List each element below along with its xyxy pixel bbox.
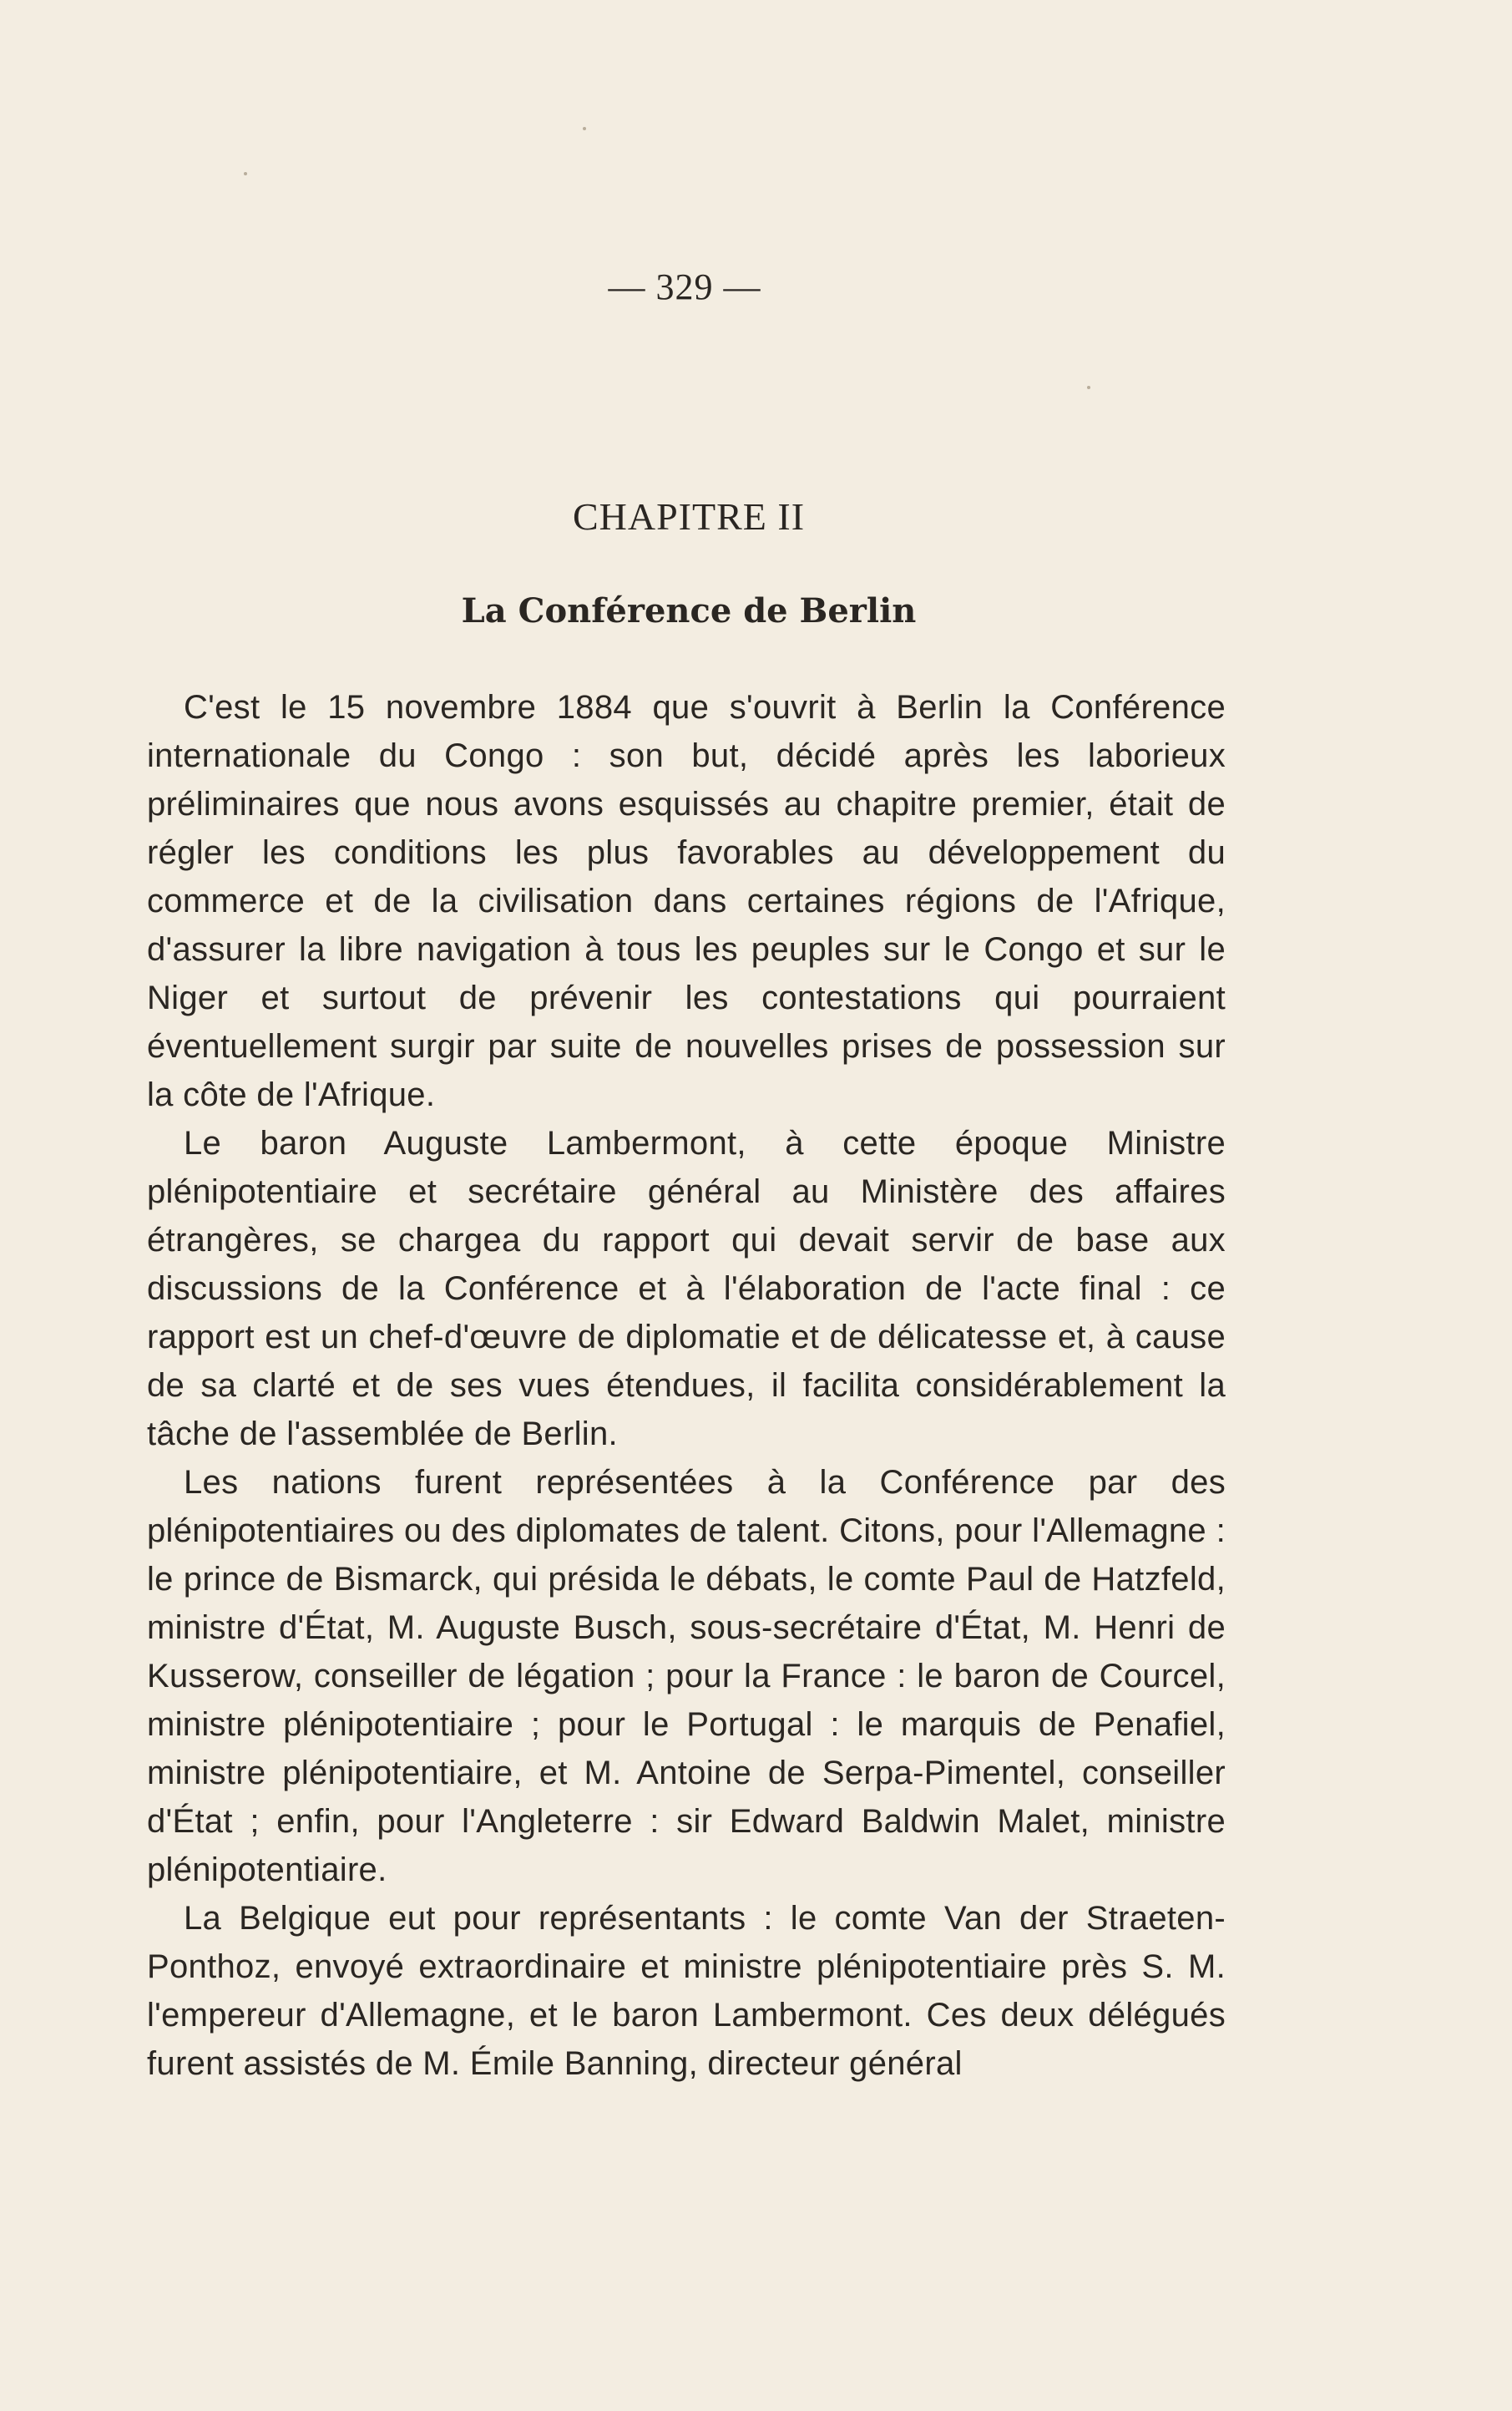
chapter-heading: CHAPITRE II [572,495,806,538]
paragraph: Les nations furent représentées à la Conférence par des plénipotentiaires ou des diplomates de talent. Citons, pour l'Allemagne : le prince de Bismarck, qui présida le débats, le comte Paul de Hatzfeld, ministre d'État, M. Auguste Busch, sous-secrétaire d'État, M. Henri de Kusserow, conseiller de légation ; pour la France : le baron de Courcel, ministre plénipotentiaire ; pour le Portugal : le marquis de Penafiel, ministre plénipotentiaire, et M. Antoine de Serpa-Pimentel, conseiller d'État ; enfin, pour l'Angleterre : sir Edward Baldwin Malet, ministre plénipotentiaire. [147,1464,1226,1888]
paper-speck [244,172,247,175]
page-number: — 329 — [608,266,761,307]
paper-speck [583,127,586,130]
paragraph: C'est le 15 novembre 1884 que s'ouvrit à Berlin la Conférence internationale du Congo : son but, décidé après les laborieux préliminaires que nous avons esquissés au chapitre premier, était de régler les conditions les plus favorables au développement du commerce et de la civilisation dans certaines régions de l'Afrique, d'assurer la libre navigation à tous les peuples sur le Congo et sur le Niger et surtout de prévenir les contestations qui pourraient éventuellement surgir par suite de nouvelles prises de possession sur la côte de l'Afrique. [147,689,1226,1113]
paper-speck [1087,386,1090,389]
paragraph: La Belgique eut pour représentants : le comte Van der Straeten-Ponthoz, envoyé extraordinaire et ministre plénipotentiaire près S. M. l'empereur d'Allemagne, et le baron Lambermont. Ces deux délégués furent assistés de M. Émile Banning, directeur général [147,1900,1226,2082]
paragraph: Le baron Auguste Lambermont, à cette époque Ministre plénipotentiaire et secrétaire général au Ministère des affaires étrangères, se chargea du rapport qui devait servir de base aux discussions de la Conférence et à l'élaboration de l'acte final : ce rapport est un chef-d'œuvre de diplomatie et de délicatesse et, à cause de sa clarté et de ses vues étendues, il facilita considérablement la tâche de l'assemblée de Berlin. [147,1125,1226,1452]
body-text [147,683,1226,2088]
chapter-title: La Conférence de Berlin [461,591,917,631]
